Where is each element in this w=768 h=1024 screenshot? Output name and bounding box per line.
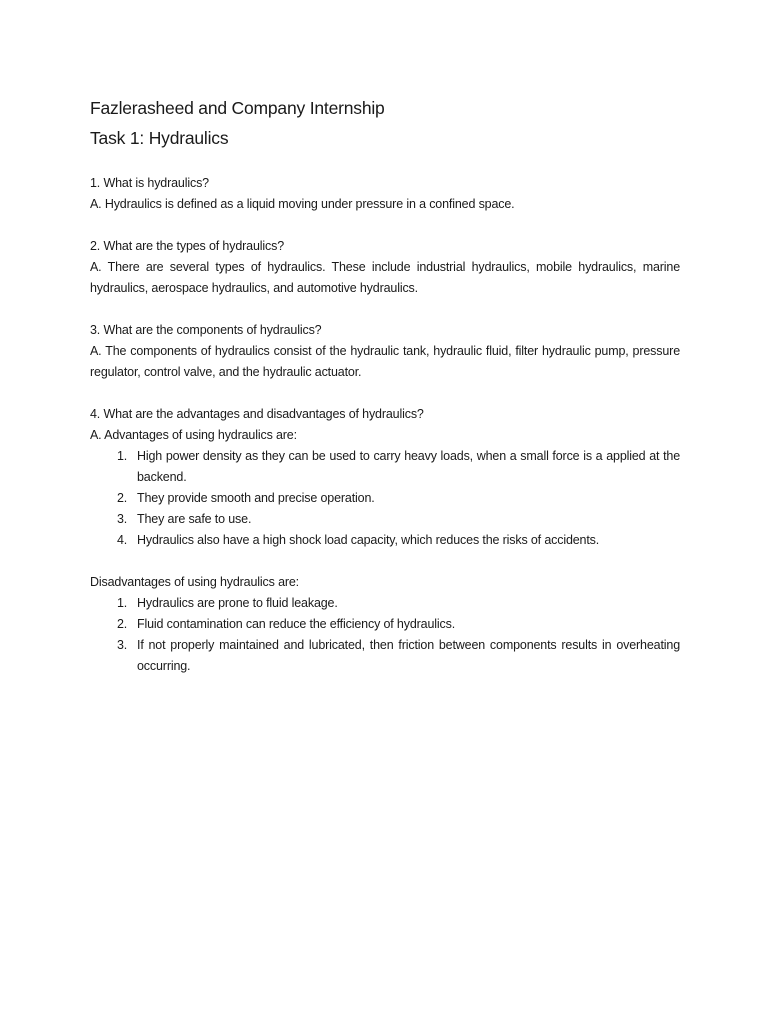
list-item: [90, 614, 680, 635]
question-text: 3. What are the components of hydraulics?: [90, 323, 322, 337]
list-item-text: Hydraulics are prone to fluid leakage.: [137, 596, 338, 610]
list-item-number: 1.: [117, 449, 128, 463]
list-item-text: They provide smooth and precise operation.: [137, 491, 375, 505]
disadvantages-list: [90, 593, 680, 677]
document-title: Fazlerasheed and Company Internship: [90, 98, 385, 118]
list-item-number: 2.: [117, 617, 128, 631]
question-text: 4. What are the advantages and disadvantages of hydraulics?: [90, 407, 424, 421]
list-item-text: High power density as they can be used to carry heavy loads, when a small force is a applied at the backend.: [137, 449, 680, 484]
disadvantages-block: [90, 572, 680, 677]
list-item-number: 4.: [117, 533, 128, 547]
list-item-number: 1.: [117, 596, 128, 610]
answer-text: A. Hydraulics is defined as a liquid moving under pressure in a confined space.: [90, 197, 515, 211]
question-text: 2. What are the types of hydraulics?: [90, 239, 285, 253]
list-item-text: Fluid contamination can reduce the efficiency of hydraulics.: [137, 617, 456, 631]
list-item-text: If not properly maintained and lubricated, then friction between components results in overheating occurring.: [137, 638, 680, 673]
list-item: [90, 530, 680, 551]
question-block-3: [90, 320, 680, 383]
list-item-number: 2.: [117, 491, 128, 505]
list-item-text: Hydraulics also have a high shock load capacity, which reduces the risks of accidents.: [137, 533, 600, 547]
question-block-2: [90, 236, 680, 299]
list-item-number: 3.: [117, 638, 128, 652]
question-block-1: [90, 173, 680, 215]
answer-text: A. The components of hydraulics consist of the hydraulic tank, hydraulic fluid, filter hydraulic pump, pressure regulator, control valve, and the hydraulic actuator.: [90, 344, 680, 379]
list-item: [90, 488, 680, 509]
document-subtitle: Task 1: Hydraulics: [90, 128, 229, 148]
question-block-4: [90, 404, 680, 551]
list-item: [90, 446, 680, 488]
answer-text: A. Advantages of using hydraulics are:: [90, 428, 297, 442]
question-text: 1. What is hydraulics?: [90, 176, 209, 190]
advantages-list: [90, 446, 680, 551]
answer-text: A. There are several types of hydraulics. These include industrial hydraulics, mobile hydraulics, marine hydraulics, aerospace hydraulics, and automotive hydraulics.: [90, 260, 680, 295]
list-item: [90, 635, 680, 677]
list-item-number: 3.: [117, 512, 128, 526]
document-page: [90, 93, 680, 677]
list-item: [90, 509, 680, 530]
list-item: [90, 593, 680, 614]
list-item-text: They are safe to use.: [137, 512, 252, 526]
disadvantages-heading: Disadvantages of using hydraulics are:: [90, 575, 300, 589]
